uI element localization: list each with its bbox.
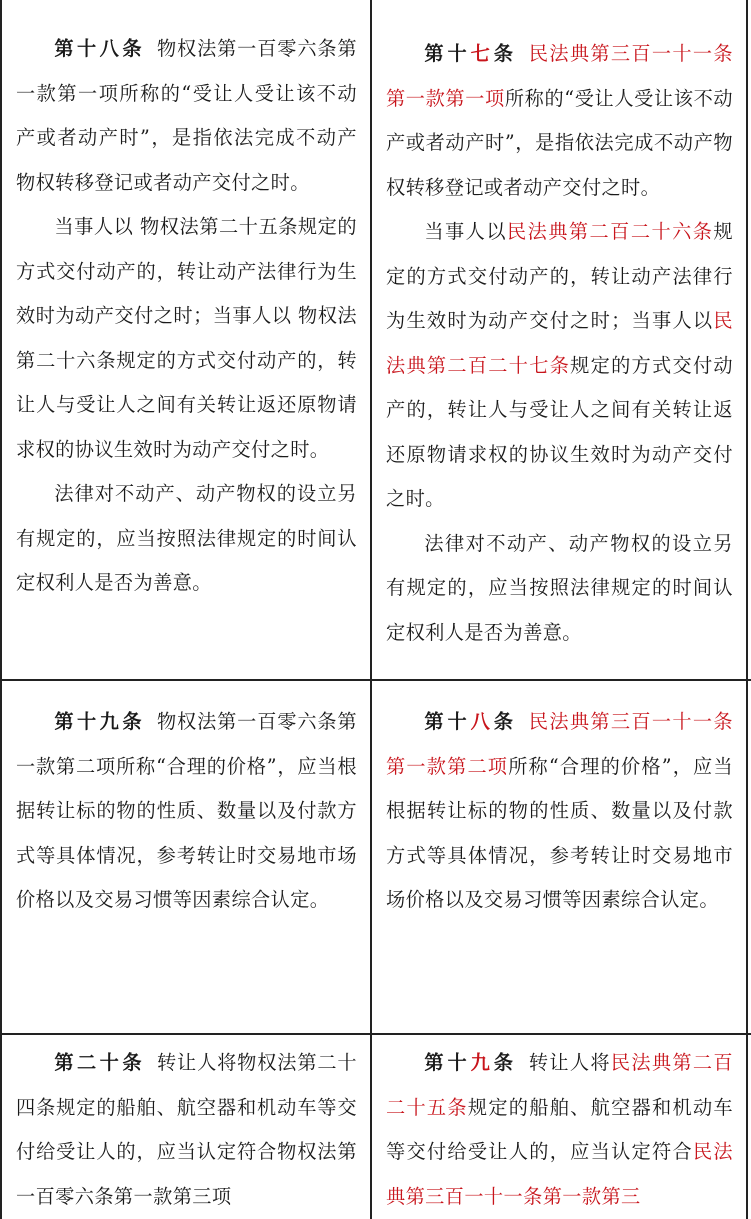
civil-code-reference: 民法典第三百一十一条第一款第一项 xyxy=(386,42,733,110)
article-text: 物权法第一百零六条第一款第二项所称“合理的价格”，应当根据转让标的物的性质、数量以及付款方式等具体情况，参考转让时交易地市场价格以及交易习惯等因素综合认定。 xyxy=(16,710,358,911)
article-text: 所称的“受让人受让该不动产或者动产时”，是指依法完成不动产物权转移登记或者动产交付之时。 xyxy=(386,86,734,199)
article-title: 第十九条 xyxy=(424,1051,517,1074)
civil-code-reference: 民法典第三百一十一条第一款第二项 xyxy=(386,710,733,778)
article-title: 第十八条 xyxy=(424,710,517,733)
row-divider-2 xyxy=(0,1033,751,1035)
article-paragraph: 法律对不动产、动产物权的设立另有规定的，应当按照法律规定的时间认定权利人是否为善意。 xyxy=(16,482,357,594)
civil-code-reference: 民法典第三百一十一条第一款第三 xyxy=(386,1140,733,1208)
new-article-18-cell xyxy=(372,700,746,923)
new-article-19-cell: 第十九条 转让人将民法典第二百二十五条规定的船舶、航空器和机动车等交付给受让人的，应当认定符合民法典第三百一十一条第一款第三 xyxy=(386,1051,734,1208)
civil-code-reference: 民法典第二百二十五条 xyxy=(386,1051,734,1119)
civil-code-reference: 民法典第二百二十六条 xyxy=(506,220,714,243)
old-article-20-cell xyxy=(2,1041,370,1219)
old-article-19-cell xyxy=(2,700,370,923)
article-text: 所称“合理的价格”，应当根据转让标的物的性质、数量以及付款方式等具体情况，参考转让时交易地市场价格以及交易习惯等因素综合认定。 xyxy=(386,754,734,911)
article-title: 第十七条 xyxy=(424,42,517,65)
article-paragraph: 法律对不动产、动产物权的设立另有规定的，应当按照法律规定的时间认定权利人是否为善意。 xyxy=(386,531,733,644)
article-paragraph: 当事人以 物权法第二十五条规定的方式交付动产的，转让动产法律行为生效时为动产交付之时；当事人以 物权法第二十六条规定的方式交付动产的，转让人与受让人之间有关转让返还原物请求权的协议生效时为动产交付之时。 xyxy=(16,215,357,461)
table-border-right xyxy=(746,0,748,1219)
old-article-18-cell xyxy=(2,27,370,606)
article-text: 转让人将物权法第二十四条规定的船舶、航空器和机动车等交付给受让人的，应当认定符合物权法第一百零六条第一款第三项 xyxy=(16,1051,358,1208)
civil-code-reference: 民法典第二百二十七条 xyxy=(386,309,733,377)
article-title: 第十九条 xyxy=(54,710,145,733)
article-text: 物权法第一百零六条第一款第一项所称的“受让人受让该不动产或者动产时”，是指依法完成不动产物权转移登记或者动产交付之时。 xyxy=(16,37,358,194)
article-title: 第二十条 xyxy=(54,1051,145,1074)
row-divider-1 xyxy=(0,679,751,681)
new-article-17-cell: 第十七条 民法典第三百一十一条第一款第一项所称的“受让人受让该不动产或者动产时”，是指依法完成不动产物权转移登记或者动产交付之时。 当事人以民法典第二百二十六条规定的方式交付动产的，转让动产法律行为生效时为动产交付之时；当事人以民法典第二百二十七条规定的方式交付动产的，转让人与受让人之间有关转让返还原物请求权的协议生效时为动产交付之时。 法律对不动产、动产物权的设立另有规定的，应当按照法律规定的时间认定权利人是否为善意。 xyxy=(372,32,746,655)
article-title: 第十八条 xyxy=(54,37,145,60)
